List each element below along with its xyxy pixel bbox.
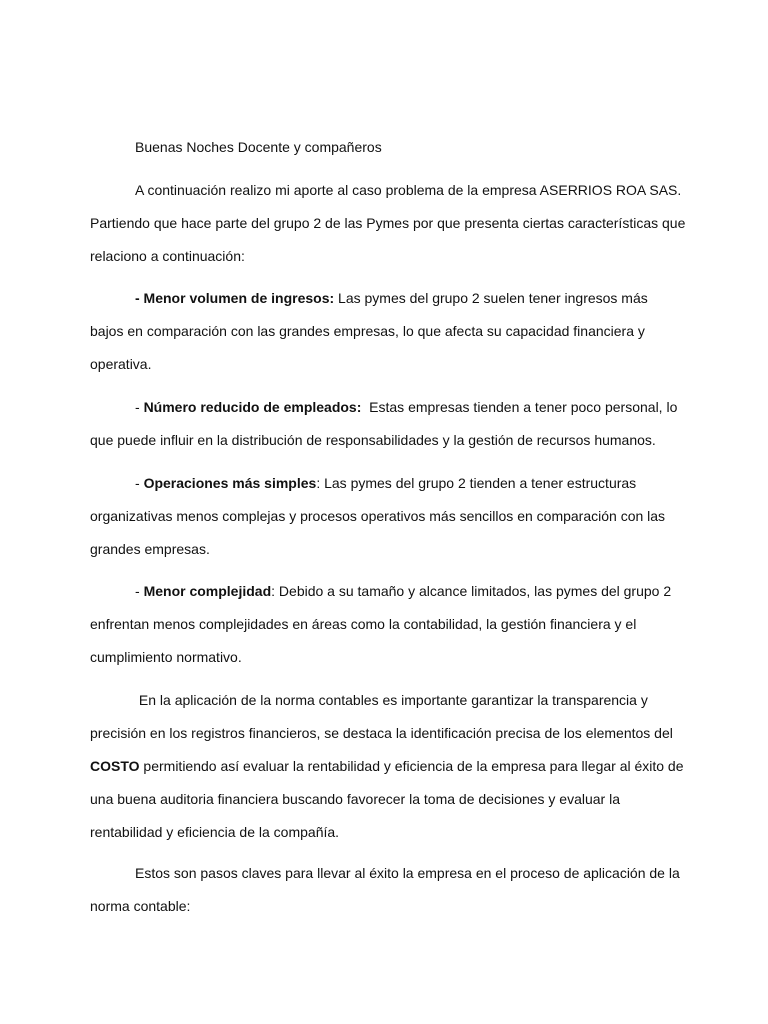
- item-line-3: cumplimiento normativo.: [90, 649, 242, 665]
- norma-line-3: [90, 750, 690, 783]
- item-operaciones-simples: [90, 467, 690, 566]
- norma-line-2: precisión en los registros financieros, se destaca la identificación precisa de los elementos del: [90, 725, 673, 741]
- item-menor-volumen: [90, 282, 690, 381]
- intro-line-1: A continuación realizo mi aporte al caso problema de la empresa ASERRIOS ROA SAS.: [135, 182, 682, 198]
- item-line-2: enfrentan menos complejidades en áreas como la contabilidad, la gestión financiera y el: [90, 616, 637, 632]
- norma-line-4: una buena auditoria financiera buscando favorecer la toma de decisiones y evaluar la: [90, 791, 621, 807]
- item-line-2: que puede influir en la distribución de responsabilidades y la gestión de recursos humanos.: [90, 432, 656, 448]
- item-text: : Debido a su tamaño y alcance limitados, las pymes del grupo 2: [271, 583, 672, 599]
- norma-paragraph: [90, 684, 690, 849]
- greeting-text: Buenas Noches Docente y compañeros: [135, 139, 382, 155]
- norma-line-5: rentabilidad y eficiencia de la compañía.: [90, 824, 340, 840]
- item-text: Las pymes del grupo 2 suelen tener ingresos más: [334, 290, 648, 306]
- item-line-2: organizativas menos complejas y procesos operativos más sencillos en comparación con las: [90, 508, 666, 524]
- item-prefix: -: [135, 399, 144, 415]
- item-heading: - Menor volumen de ingresos:: [135, 290, 335, 306]
- pasos-line-2: norma contable:: [90, 898, 191, 914]
- item-line-2: bajos en comparación con las grandes empresas, lo que afecta su capacidad financiera y: [90, 323, 645, 339]
- pasos-line-1: Estos son pasos claves para llevar al éxito la empresa en el proceso de aplicación de la: [135, 865, 680, 881]
- norma-line-1: En la aplicación de la norma contables es importante garantizar la transparencia y: [135, 692, 648, 708]
- item-heading: Menor complejidad: [143, 583, 272, 599]
- item-line-1: [90, 467, 690, 500]
- item-text: Estas empresas tienden a tener poco personal, lo: [361, 399, 678, 415]
- intro-line-2: Partiendo que hace parte del grupo 2 de las Pymes por que presenta ciertas características que: [90, 215, 686, 231]
- item-line-1: [90, 282, 690, 315]
- norma-line-3-text: permitiendo así evaluar la rentabilidad y eficiencia de la empresa para llegar al éxito de: [139, 758, 684, 774]
- intro-paragraph: [90, 174, 690, 273]
- item-prefix: -: [135, 583, 144, 599]
- item-heading: Operaciones más simples: [143, 475, 317, 491]
- item-prefix: -: [135, 475, 144, 491]
- item-menor-complejidad: [90, 575, 690, 674]
- item-line-3: grandes empresas.: [90, 541, 210, 557]
- item-line-3: operativa.: [90, 356, 152, 372]
- item-heading: Número reducido de empleados:: [143, 399, 362, 415]
- intro-line-3: relaciono a continuación:: [90, 248, 245, 264]
- pasos-paragraph: [90, 857, 690, 923]
- item-numero-empleados: [90, 391, 690, 457]
- item-line-1: [90, 575, 690, 608]
- greeting-paragraph: [90, 131, 690, 164]
- item-line-1: [90, 391, 690, 424]
- item-text: : Las pymes del grupo 2 tienden a tener estructuras: [316, 475, 637, 491]
- costo-bold: COSTO: [90, 758, 140, 774]
